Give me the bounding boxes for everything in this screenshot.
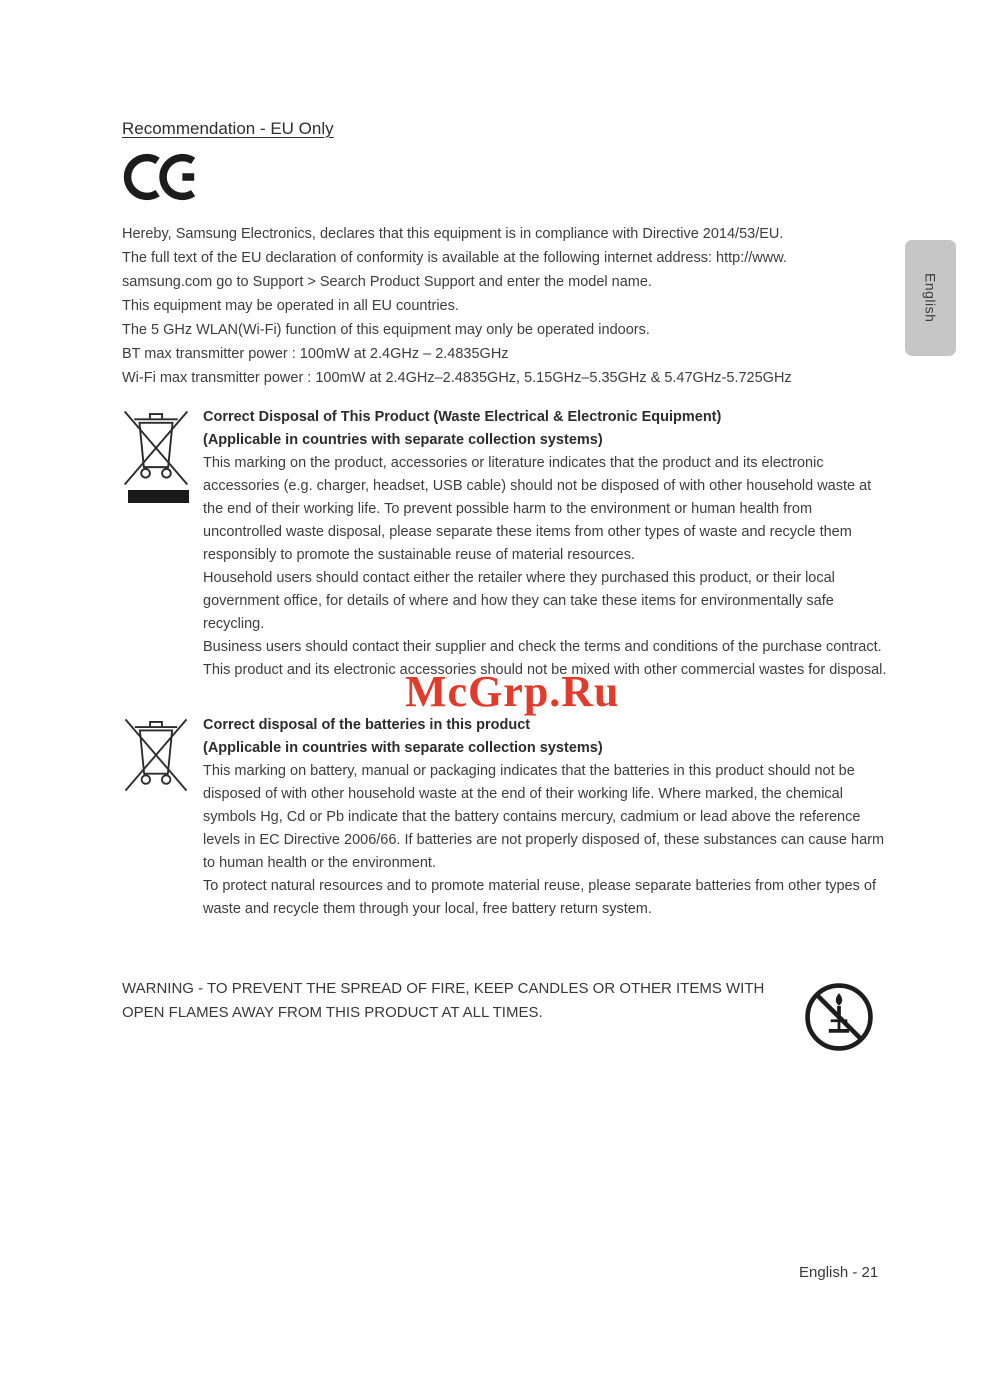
- weee-paragraph: Business users should contact their supplier and check the terms and conditions of the purchase contract. This product and its electronic accessories should not be mixed with other commercial wastes for disposal.: [203, 639, 887, 678]
- intro-line: Hereby, Samsung Electronics, declares that this equipment is in compliance with Directive 2014/53/EU.: [122, 226, 784, 242]
- weee-black-bar: [128, 490, 189, 503]
- battery-heading: Correct disposal of the batteries in this product: [203, 717, 531, 733]
- language-tab: [905, 240, 956, 356]
- no-open-flames-icon: [802, 980, 876, 1054]
- intro-line: The 5 GHz WLAN(Wi-Fi) function of this equipment may only be operated indoors.: [122, 322, 650, 338]
- warning-text: WARNING - TO PREVENT THE SPREAD OF FIRE, KEEP CANDLES OR OTHER ITEMS WITH OPEN FLAMES AWAY FROM THIS PRODUCT AT ALL TIMES.: [122, 980, 765, 1021]
- battery-subheading: (Applicable in countries with separate collection systems): [203, 740, 603, 756]
- battery-crossed-wheeled-bin-icon: [120, 716, 192, 794]
- weee-subheading: (Applicable in countries with separate collection systems): [203, 432, 603, 448]
- language-tab-label: English: [922, 273, 939, 323]
- intro-line: samsung.com go to Support > Search Product Support and enter the model name.: [122, 274, 652, 290]
- intro-line: BT max transmitter power : 100mW at 2.4GHz – 2.4835GHz: [122, 346, 509, 362]
- battery-section: [203, 714, 891, 921]
- page-title: Recommendation - EU Only: [122, 119, 334, 138]
- battery-paragraph: This marking on battery, manual or packaging indicates that the batteries in this product should not be disposed of with other household waste at the end of their working life. Where marked, the chemical symbols Hg, Cd or Pb indicate that the battery contains mercury, cadmium or lead above the reference levels in EC Directive 2006/66. If batteries are not properly disposed of, these substances can cause harm to human health or the environment.: [203, 763, 885, 871]
- weee-heading: Correct Disposal of This Product (Waste Electrical & Electronic Equipment): [203, 409, 722, 425]
- weee-section: [203, 406, 891, 682]
- battery-paragraph: To protect natural resources and to promote material reuse, please separate batteries from other types of waste and recycle them through your local, free battery return system.: [203, 878, 876, 917]
- intro-line: Wi-Fi max transmitter power : 100mW at 2.4GHz–2.4835GHz, 5.15GHz–5.35GHz & 5.47GHz-5.725GHz: [122, 370, 792, 386]
- watermark: McGrp.Ru: [405, 667, 620, 716]
- page-footer: English - 21: [799, 1264, 879, 1281]
- weee-crossed-wheeled-bin-icon: [120, 408, 192, 488]
- weee-paragraph: This marking on the product, accessories or literature indicates that the product and its electronic accessories (e.g. charger, headset, USB cable) should not be disposed of with other household waste at the end of their working life. To prevent possible harm to the environment or human health from uncontrolled waste disposal, please separate these items from other types of waste and recycle them responsibly to promote the sustainable reuse of material resources.: [203, 455, 872, 563]
- intro-line: The full text of the EU declaration of conformity is available at the following internet address: http://www.: [122, 250, 787, 266]
- intro-text: [122, 222, 922, 390]
- weee-paragraph: Household users should contact either the retailer where they purchased this product, or their local government office, for details of where and how they can take these items for environmentally safe recycling.: [203, 570, 835, 632]
- intro-line: This equipment may be operated in all EU countries.: [122, 298, 459, 314]
- ce-mark-icon: [120, 150, 206, 204]
- warning-block: [122, 977, 770, 1025]
